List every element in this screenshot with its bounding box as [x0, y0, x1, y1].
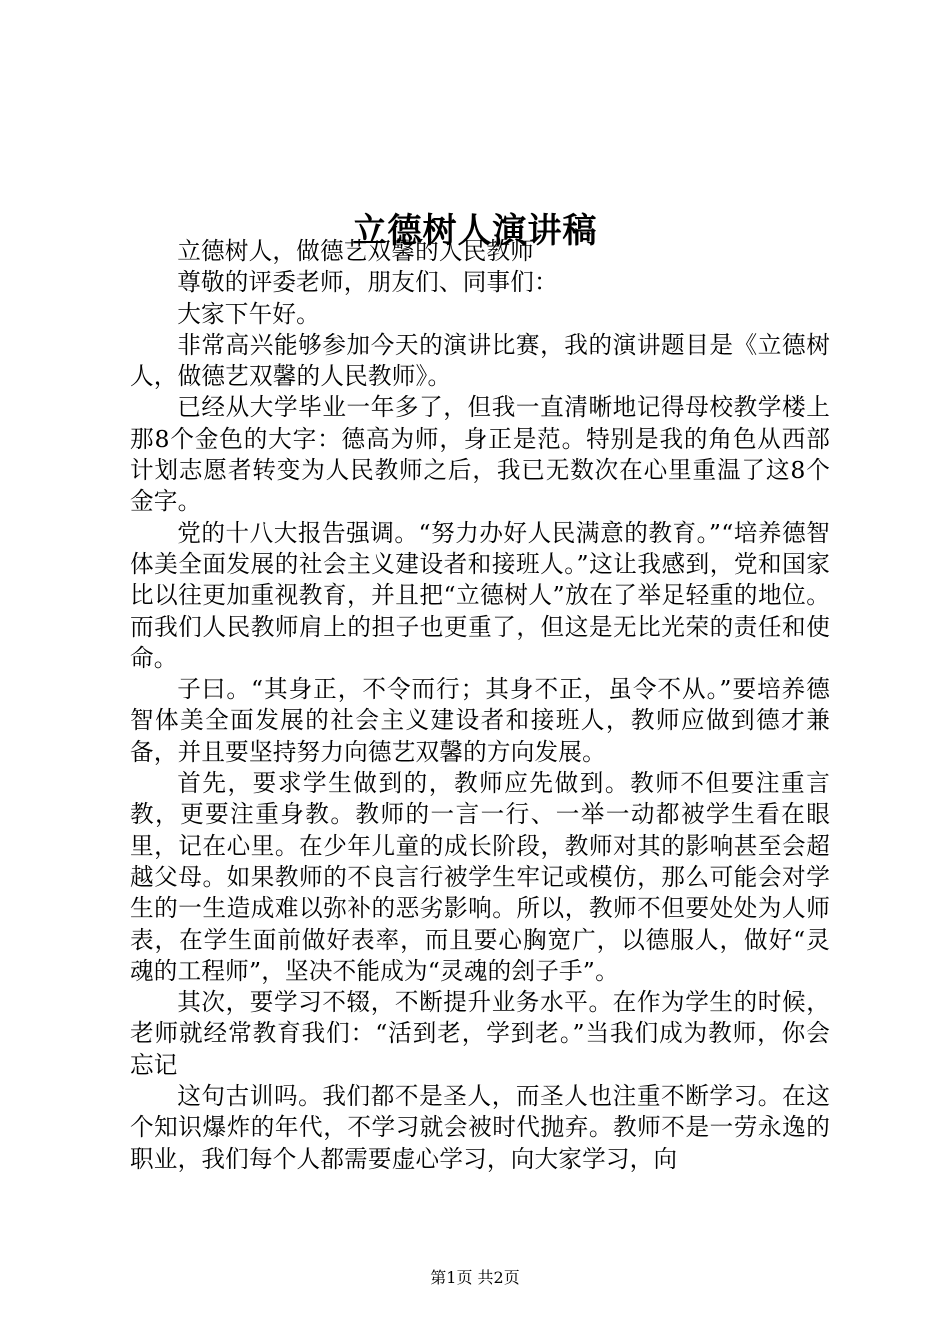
paragraph: 党的十八大报告强调。“努力办好人民满意的教育。”“培养德智体美全面发展的社会主义建设者和接班人。”这让我感到，党和国家比以往更加重视教育，并且把“立德树人”放在了举足轻重的地位。而我们人民教师肩上的担子也更重了，但这是无比光荣的责任和使命。 — [130, 518, 830, 672]
paragraph: 其次，要学习不辍，不断提升业务水平。在作为学生的时候，老师就经常教育我们：“活到老，学到老。”当我们成为教师，你会忘记 — [130, 988, 830, 1079]
page-title: 立德树人演讲稿 — [352, 210, 598, 251]
paragraph: 已经从大学毕业一年多了，但我一直清晰地记得母校教学楼上那8个金色的大字：德高为师，身正是范。特别是我的角色从西部计划志愿者转变为人民教师之后，我已无数次在心里重温了这8个金字。 — [130, 393, 830, 516]
paragraph-greeting: 大家下午好。 — [177, 299, 320, 328]
document-body — [130, 236, 830, 1175]
paragraph: 非常高兴能够参加今天的演讲比赛，我的演讲题目是《立德树人，做德艺双馨的人民教师》。 — [130, 330, 830, 391]
page-number-footer: 第1页 共2页 — [430, 1268, 520, 1287]
paragraph: 子曰。“其身正，不令而行；其身不正，虽令不从。”要培养德智体美全面发展的社会主义建设者和接班人，教师应做到德才兼备，并且要坚持努力向德艺双馨的方向发展。 — [130, 675, 830, 766]
paragraph-subtitle: 立德树人，做德艺双馨的人民教师 — [177, 237, 535, 265]
paragraph: 这句古训吗。我们都不是圣人，而圣人也注重不断学习。在这个知识爆炸的年代，不学习就会被时代抛弃。教师不是一劳永逸的职业，我们每个人都需要虚心学习，向大家学习，向 — [130, 1082, 830, 1173]
paragraph-salutation: 尊敬的评委老师，朋友们、同事们： — [177, 268, 558, 297]
paragraph: 首先，要求学生做到的，教师应先做到。教师不但要注重言教，更要注重身教。教师的一言一行、一举一动都被学生看在眼里，记在心里。在少年儿童的成长阶段，教师对其的影响甚至会超越父母。如果教师的不良言行被学生牢记或模仿，那么可能会对学生的一生造成难以弥补的恶劣影响。所以，教师不但要处处为人师表，在学生面前做好表率，而且要心胸宽广，以德服人，做好“灵魂的工程师”，坚决不能成为“灵魂的刽子手”。 — [130, 769, 830, 985]
